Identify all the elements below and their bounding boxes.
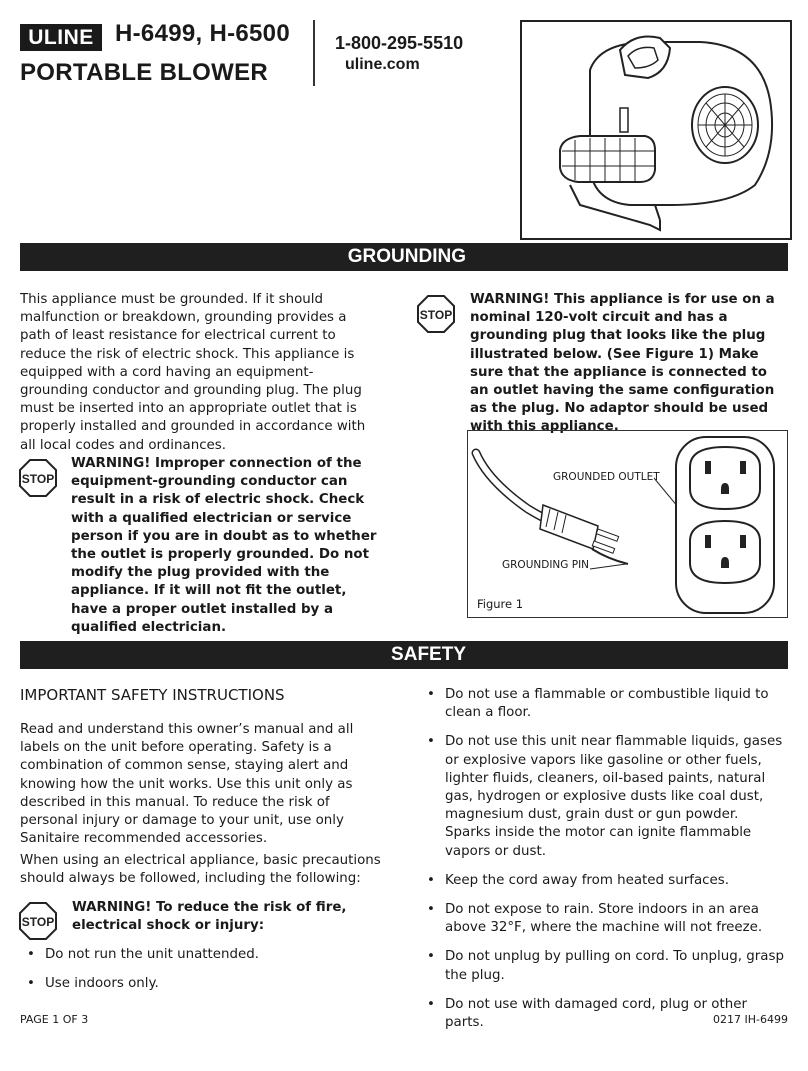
plug-outlet-diagram: [468, 431, 789, 619]
grounding-warning-1: WARNING! Improper connection of the equipment-grounding conductor can result in a risk of electric shock. Check with a qualified electrician or service person if you are in doubt as to whether the outlet is properly grounded. Do not modify the plug provided with the appliance. If it will not fit the outlet, have a proper outlet installed by a qualified electrician.: [71, 456, 377, 635]
blower-illustration: [520, 20, 792, 240]
safety-heading: SAFETY: [20, 641, 788, 669]
list-item: • Keep the cord away from heated surfaces.: [420, 872, 788, 890]
stop-sign-icon: [19, 459, 57, 497]
stop-sign-icon: [417, 295, 455, 333]
stop-label: STOP: [21, 472, 55, 486]
grounding-heading: GROUNDING: [20, 243, 788, 271]
document-code: 0217 IH-6499: [713, 1013, 788, 1026]
uline-logo: ULINE: [20, 24, 102, 51]
figure-1: [467, 430, 788, 618]
grounding-warning-2: WARNING! This appliance is for use on a nominal 120-volt circuit and has a grounding plug that looks like the plug illustrated below. (See Figure 1) Make sure that the appliance is connected to an outlet having the same configuration as the plug. No adaptor should be used with this appliance.: [470, 292, 775, 435]
stop-label: STOP: [21, 915, 55, 929]
right-bullet-list: [420, 686, 788, 1032]
page-number: PAGE 1 OF 3: [20, 1013, 89, 1026]
left-bullet-list: [20, 946, 385, 993]
safety-intro: Read and understand this owner’s manual and all labels on the unit before operating. Safety is a combination of common sense, staying alert and knowing how the unit works. Use this unit only as described in this manual. To reduce the risk of personal injury or damage to your unit, use only Sanitaire recommended accessories.: [20, 722, 354, 847]
stop-sign-icon: [19, 902, 57, 940]
website: uline.com: [345, 56, 420, 73]
list-item: • Use indoors only.: [20, 975, 385, 993]
grounding-pin-label: GROUNDING PIN: [502, 559, 590, 571]
list-item: • Do not use a flammable or combustible liquid to clean a floor.: [420, 686, 788, 722]
list-item: • Do not use with damaged cord, plug or other parts.: [420, 996, 788, 1032]
stop-label: STOP: [419, 308, 453, 322]
list-item: • Do not run the unit unattended.: [20, 946, 385, 964]
list-item: • Do not expose to rain. Store indoors in an area above 32°F, where the machine will not freeze.: [420, 901, 788, 937]
phone-number: 1-800-295-5510: [335, 33, 464, 53]
page-title: PORTABLE BLOWER: [20, 59, 269, 86]
list-item: • Do not unplug by pulling on cord. To unplug, grasp the plug.: [420, 948, 788, 984]
grounding-body: This appliance must be grounded. If it should malfunction or breakdown, grounding provides a path of least resistance for electrical current to reduce the risk of electric shock. This appliance is equipped with a cord having an equipment-grounding conductor and grounding plug. The plug must be inserted into an appropriate outlet that is properly installed and grounded in accordance with all local codes and ordinances.: [20, 292, 366, 453]
safety-warning: WARNING! To reduce the risk of fire, electrical shock or injury:: [72, 900, 347, 934]
figure-caption: Figure 1: [477, 597, 524, 611]
list-item: • Do not use this unit near flammable liquids, gases or explosive vapors like gasoline or other fuels, lighter fluids, cleaners, oil-based paints, natural gas, hydrogen or explosive dusts like coal dust, magnesium dust, grain dust or gun powder. Sparks inside the motor can ignite flammable vapors or dust.: [420, 733, 788, 860]
model-numbers: H-6499, H-6500: [115, 20, 290, 47]
safety-precautions: When using an electrical appliance, basic precautions should always be followed, including the following:: [20, 853, 381, 887]
safety-subheading: IMPORTANT SAFETY INSTRUCTIONS: [20, 686, 285, 704]
header-divider: [313, 20, 315, 86]
grounded-outlet-label: GROUNDED OUTLET: [553, 471, 660, 483]
